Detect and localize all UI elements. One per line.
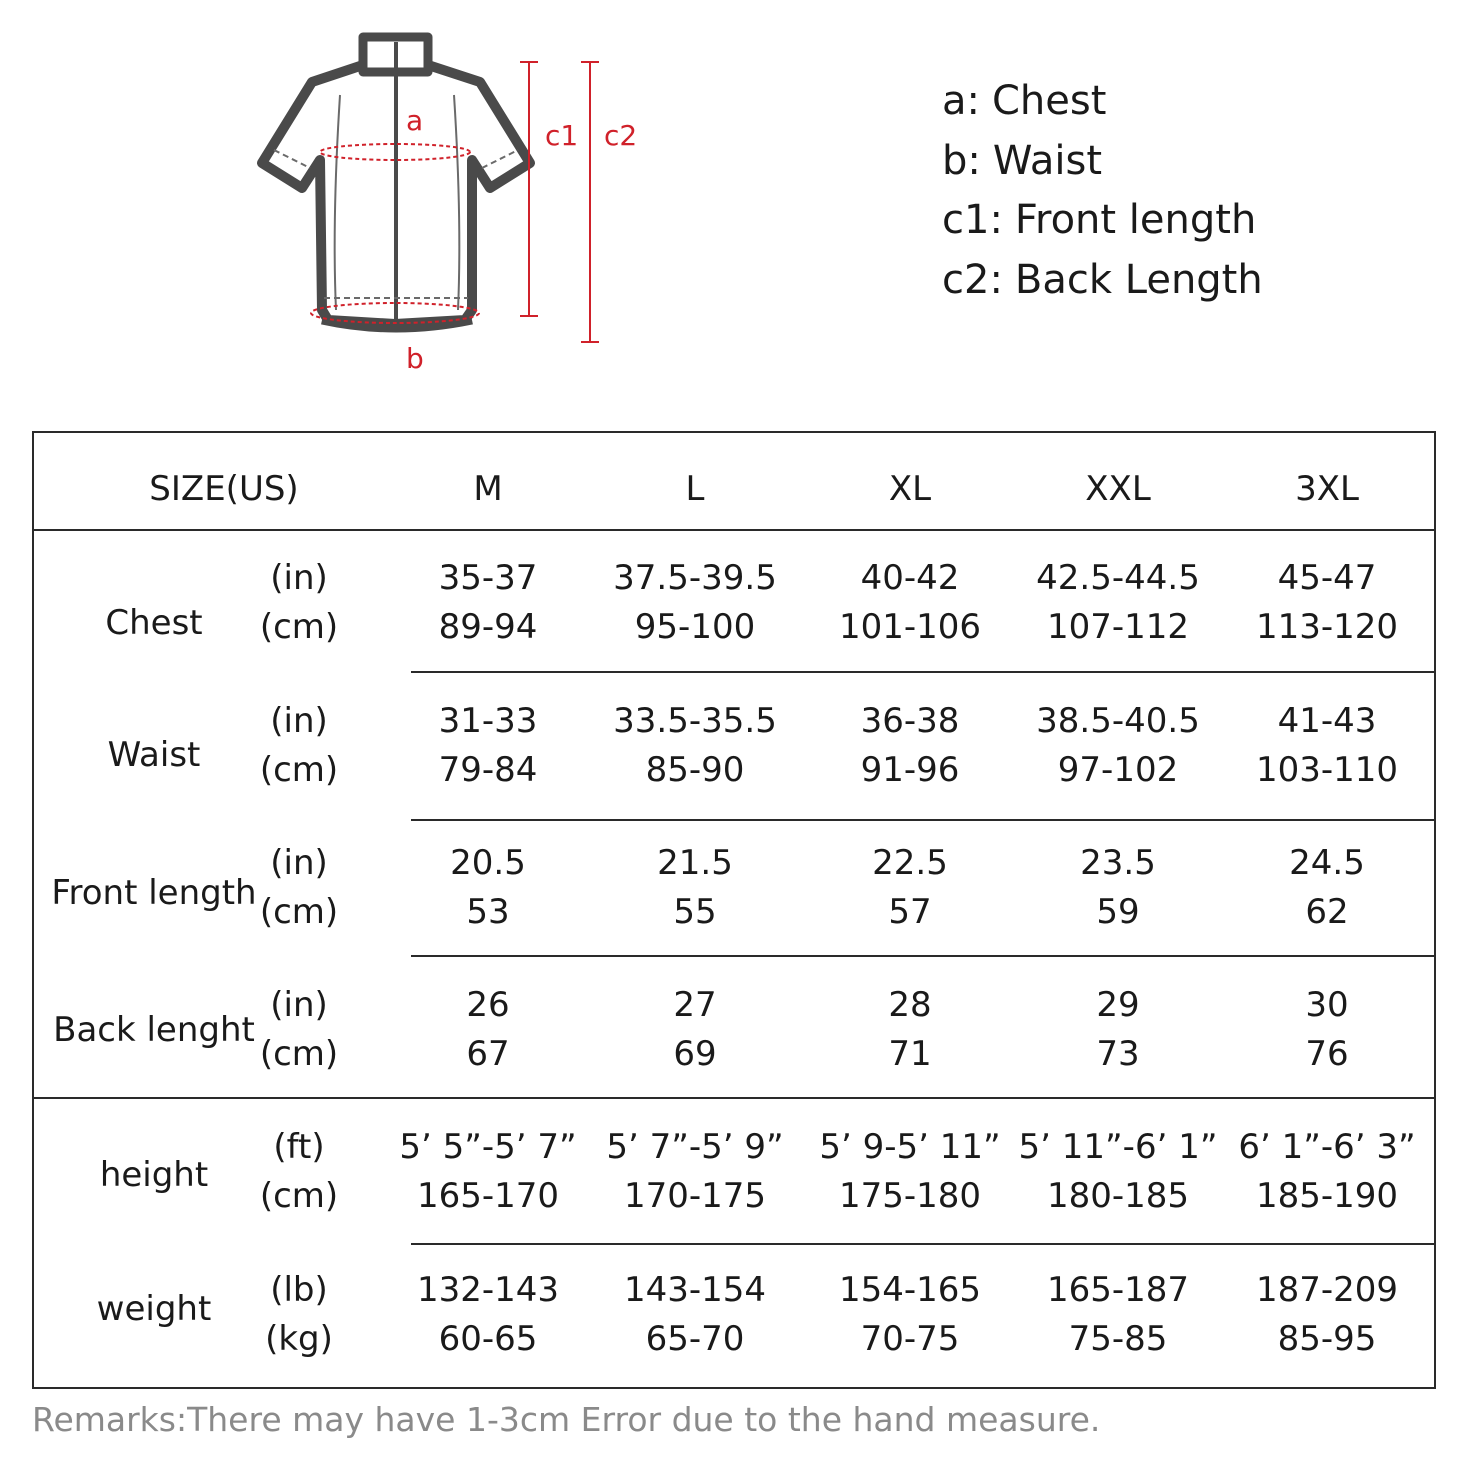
cell-height-xl-cm: 175-180 [838, 1176, 982, 1216]
cell-waist-3xl-in: 41-43 [1277, 701, 1377, 741]
row-divider [411, 671, 1434, 673]
cell-chest-xxl-in: 42.5-44.5 [1036, 558, 1200, 598]
cell-waist-l-cm: 85-90 [645, 750, 745, 790]
cell-height-m-ft: 5’ 5”-5’ 7” [399, 1127, 577, 1167]
unit-label: (in) [270, 843, 328, 883]
cell-waist-3xl-cm: 103-110 [1255, 750, 1399, 790]
cell-weight-xl-lb: 154-165 [838, 1270, 982, 1310]
cell-height-3xl-ft: 6’ 1”-6’ 3” [1238, 1127, 1416, 1167]
cell-front-3xl-in: 24.5 [1289, 843, 1365, 883]
unit-label: (cm) [259, 1034, 339, 1074]
cell-back-3xl-cm: 76 [1305, 1034, 1349, 1074]
cell-height-m-cm: 165-170 [416, 1176, 560, 1216]
cell-front-xxl-in: 23.5 [1080, 843, 1156, 883]
cell-weight-3xl-kg: 85-95 [1277, 1319, 1377, 1359]
label-c1: c1 [545, 119, 579, 152]
cell-waist-xl-cm: 91-96 [860, 750, 960, 790]
row-label-height: height [99, 1155, 209, 1195]
cell-back-m-in: 26 [466, 985, 510, 1025]
cell-front-l-cm: 55 [673, 892, 717, 932]
unit-label: (in) [270, 985, 328, 1025]
cell-weight-m-kg: 60-65 [438, 1319, 538, 1359]
cell-back-xxl-cm: 73 [1096, 1034, 1140, 1074]
jersey-measurement-diagram [240, 20, 660, 390]
cell-weight-3xl-lb: 187-209 [1255, 1270, 1399, 1310]
header-divider [34, 529, 1434, 531]
header-l: L [685, 469, 705, 509]
cell-front-l-in: 21.5 [657, 843, 733, 883]
row-label-weight: weight [96, 1289, 212, 1329]
cell-back-xl-cm: 71 [888, 1034, 932, 1074]
unit-label: (in) [270, 558, 328, 598]
cell-chest-xl-in: 40-42 [860, 558, 960, 598]
cell-height-l-cm: 170-175 [623, 1176, 767, 1216]
cell-front-xl-in: 22.5 [872, 843, 948, 883]
cell-height-xxl-ft: 5’ 11”-6’ 1” [1018, 1127, 1218, 1167]
cell-chest-m-in: 35-37 [438, 558, 538, 598]
unit-label: (cm) [259, 607, 339, 647]
cell-back-3xl-in: 30 [1305, 985, 1349, 1025]
cell-waist-m-in: 31-33 [438, 701, 538, 741]
unit-label: (ft) [273, 1127, 325, 1167]
measurement-legend [942, 72, 1263, 310]
cell-height-3xl-cm: 185-190 [1255, 1176, 1399, 1216]
cell-back-l-in: 27 [673, 985, 717, 1025]
cell-weight-m-lb: 132-143 [416, 1270, 560, 1310]
row-divider [411, 819, 1434, 821]
header-3xl: 3XL [1295, 469, 1359, 509]
header-size: SIZE(US) [149, 469, 299, 509]
legend-item-waist: b: Waist [942, 137, 1103, 184]
cell-waist-xxl-in: 38.5-40.5 [1036, 701, 1200, 741]
label-b: b [406, 342, 424, 375]
cell-height-l-ft: 5’ 7”-5’ 9” [606, 1127, 784, 1167]
cell-weight-xxl-lb: 165-187 [1046, 1270, 1190, 1310]
row-divider [411, 955, 1434, 957]
cell-weight-xxl-kg: 75-85 [1068, 1319, 1168, 1359]
header-m: M [473, 469, 503, 509]
row-label-chest: Chest [105, 603, 203, 643]
legend-item-front-length: c1: Front length [942, 197, 1257, 243]
cell-waist-xl-in: 36-38 [860, 701, 960, 741]
cell-back-xl-in: 28 [888, 985, 932, 1025]
cell-height-xxl-cm: 180-185 [1046, 1176, 1190, 1216]
cell-weight-xl-kg: 70-75 [860, 1319, 960, 1359]
row-divider [411, 1243, 1434, 1245]
size-chart-table [32, 431, 1436, 1389]
unit-label: (kg) [265, 1319, 333, 1359]
unit-label: (in) [270, 701, 328, 741]
header-xl: XL [888, 469, 932, 509]
cell-chest-3xl-cm: 113-120 [1255, 607, 1399, 647]
cell-height-xl-ft: 5’ 9-5’ 11” [819, 1127, 1001, 1167]
cell-front-3xl-cm: 62 [1305, 892, 1349, 932]
row-label-waist: Waist [107, 735, 201, 775]
cell-back-m-cm: 67 [466, 1034, 510, 1074]
cell-back-l-cm: 69 [673, 1034, 717, 1074]
unit-label: (cm) [259, 750, 339, 790]
cell-front-xxl-cm: 59 [1096, 892, 1140, 932]
label-a: a [406, 104, 424, 137]
cell-front-xl-cm: 57 [888, 892, 932, 932]
cell-waist-m-cm: 79-84 [438, 750, 538, 790]
row-label-back-length: Back lenght [53, 1010, 255, 1050]
cell-chest-m-cm: 89-94 [438, 607, 538, 647]
cell-chest-xxl-cm: 107-112 [1046, 607, 1190, 647]
legend-item-chest: a: Chest [942, 78, 1107, 124]
cell-front-m-cm: 53 [466, 892, 510, 932]
unit-label: (cm) [259, 892, 339, 932]
cell-weight-l-kg: 65-70 [645, 1319, 745, 1359]
cell-back-xxl-in: 29 [1096, 985, 1140, 1025]
cell-chest-l-in: 37.5-39.5 [613, 558, 777, 598]
label-c2: c2 [604, 119, 638, 152]
section-divider [34, 1097, 1434, 1099]
cell-front-m-in: 20.5 [450, 843, 526, 883]
header-xxl: XXL [1085, 469, 1151, 509]
cell-chest-l-cm: 95-100 [634, 607, 756, 647]
cell-waist-xxl-cm: 97-102 [1057, 750, 1179, 790]
unit-label: (cm) [259, 1176, 339, 1216]
cell-chest-xl-cm: 101-106 [838, 607, 982, 647]
cell-chest-3xl-in: 45-47 [1277, 558, 1377, 598]
remarks-note: Remarks:There may have 1-3cm Error due to the hand measure. [32, 1400, 1101, 1439]
jersey-icon [240, 20, 660, 390]
cell-waist-l-in: 33.5-35.5 [613, 701, 777, 741]
row-label-front-length: Front length [51, 873, 257, 913]
cell-weight-l-lb: 143-154 [623, 1270, 767, 1310]
legend-item-back-length: c2: Back Length [942, 256, 1263, 303]
unit-label: (lb) [270, 1270, 328, 1310]
